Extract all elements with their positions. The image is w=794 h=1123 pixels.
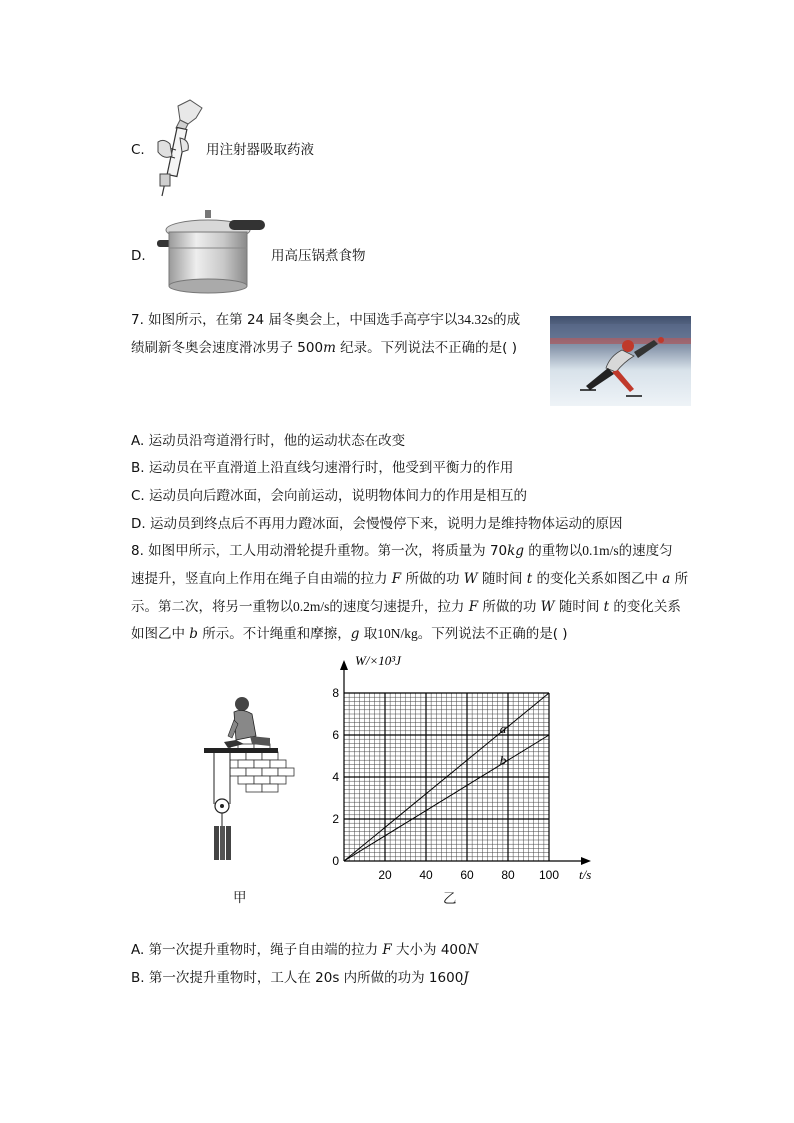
q8-l1-unit: kg xyxy=(507,543,524,559)
y-tick-label: 4 xyxy=(332,770,339,784)
x-tick-label: 20 xyxy=(378,868,392,882)
q8-l1-c: 的速度匀 xyxy=(618,543,673,559)
q8-l2-c: 随时间 xyxy=(477,571,527,587)
q8-l3-c: 所做的功 xyxy=(478,599,541,615)
q8-l2-F: F xyxy=(391,571,402,587)
q8-l4-b-var: b xyxy=(189,626,198,642)
figure-jia-label: 甲 xyxy=(233,890,247,906)
q8-option-a xyxy=(131,940,478,960)
x-tick-label: 40 xyxy=(419,868,433,882)
q8-line-4 xyxy=(131,624,568,644)
q8-l3-W: W xyxy=(540,599,555,615)
speed-skater-photo xyxy=(550,316,691,406)
q7-option-a: A. 运动员沿弯道滑行时，他的运动状态在改变 xyxy=(131,433,406,449)
q8-option-b xyxy=(131,968,469,988)
syringe-image xyxy=(150,98,210,200)
x-tick-label: 80 xyxy=(501,868,515,882)
option-d-letter: D. xyxy=(131,248,146,264)
option-c-letter: C. xyxy=(131,142,145,158)
q8-l4-c: 取 xyxy=(359,626,378,642)
q8-line-2 xyxy=(131,569,688,589)
chart-x-label: t/s xyxy=(579,867,592,882)
q7-option-d: D. 运动员到终点后不再用力蹬冰面，会慢慢停下来，说明力是维持物体运动的原因 xyxy=(131,516,623,532)
q8-l1-b: 的重物以 xyxy=(523,543,583,559)
pressure-cooker-image xyxy=(155,208,270,296)
q7-line-1 xyxy=(131,310,520,330)
q8-line-1 xyxy=(131,541,673,561)
q8-l3-speed: 0.2m/s xyxy=(293,599,330,614)
figure-yi-label: 乙 xyxy=(443,891,457,907)
q8-l3-F: F xyxy=(468,599,479,615)
q7-line-1-prefix: 7. 如图所示，在第 24 届冬奥会上，中国选手高亭宇以 xyxy=(131,312,458,328)
q8-l2-W: W xyxy=(463,571,478,587)
q8-l4-d: 。下列说法不正确的是( ) xyxy=(417,626,568,642)
q8-l4-g: g xyxy=(350,626,360,642)
q7-option-b: B. 运动员在平直滑道上沿直线匀速滑行时，他受到平衡力的作用 xyxy=(131,460,514,476)
series-label-b: b xyxy=(499,752,507,768)
q8-l1-speed: 0.1m/s xyxy=(582,543,619,558)
q7-line-2-suffix: 纪录。下列说法不正确的是( ) xyxy=(335,340,517,356)
q8-l2-b: 所做的功 xyxy=(401,571,464,587)
q8-line-3 xyxy=(131,597,681,617)
option-c-text: 用注射器吸取药液 xyxy=(206,142,314,158)
q8-l3-d: 随时间 xyxy=(554,599,604,615)
q8-l3-t: t xyxy=(603,599,610,615)
q8-l2-e: 所 xyxy=(670,571,689,587)
worker-pulley-figure xyxy=(200,686,300,866)
x-tick-label: 60 xyxy=(460,868,474,882)
q8-l2-t: t xyxy=(526,571,533,587)
y-tick-label: 6 xyxy=(332,728,339,742)
option-d-text: 用高压锅煮食物 xyxy=(271,248,366,264)
y-tick-label: 0 xyxy=(332,854,339,868)
q8-l3-e: 的变化关系 xyxy=(609,599,681,615)
q8-option-b-unit: J xyxy=(463,970,469,986)
q8-l4-b: 所示。不计绳重和摩擦， xyxy=(197,626,351,642)
q7-line-2 xyxy=(131,338,517,358)
q8-l1-a: 8. 如图甲所示，工人用动滑轮提升重物。第一次，将质量为 70 xyxy=(131,543,508,559)
q8-option-a-pre: A. 第一次提升重物时，绳子自由端的拉力 xyxy=(131,942,383,958)
y-axis-arrow xyxy=(340,660,348,670)
q7-option-c: C. 运动员向后蹬冰面，会向前运动，说明物体间力的作用是相互的 xyxy=(131,488,528,504)
x-tick-label: 100 xyxy=(538,868,560,882)
q8-l2-a: 速提升，竖直向上作用在绳子自由端的拉力 xyxy=(131,571,392,587)
y-tick-label: 2 xyxy=(332,812,339,826)
chart-axes xyxy=(340,660,591,865)
q8-l3-b: 的速度匀速提升，拉力 xyxy=(329,599,469,615)
q8-l4-a: 如图乙中 xyxy=(131,626,190,642)
q8-option-a-F: F xyxy=(382,942,392,958)
q7-unit: m xyxy=(323,340,336,356)
q8-option-a-post: 大小为 400 xyxy=(391,942,467,958)
q8-l2-a-var: a xyxy=(662,571,671,587)
y-tick-label: 8 xyxy=(332,686,339,700)
series-label-a: a xyxy=(499,721,507,736)
q7-time: 34.32s xyxy=(457,312,494,327)
q8-option-b-pre: B. 第一次提升重物时，工人在 20s 内所做的功为 1600 xyxy=(131,970,464,986)
q8-option-a-unit: N xyxy=(466,942,479,958)
work-time-chart xyxy=(325,648,605,893)
chart-y-label: W/×10³J xyxy=(355,653,401,668)
q8-l2-d: 的变化关系如图乙中 xyxy=(532,571,663,587)
q7-line-1-suffix: 的成 xyxy=(493,312,521,328)
x-axis-arrow xyxy=(581,857,591,865)
q8-l4-gval: 10N/kg xyxy=(377,626,418,641)
q7-line-2-prefix: 绩刷新冬奥会速度滑冰男子 500 xyxy=(131,340,324,356)
q8-l3-a: 示。第二次，将另一重物以 xyxy=(131,599,293,615)
